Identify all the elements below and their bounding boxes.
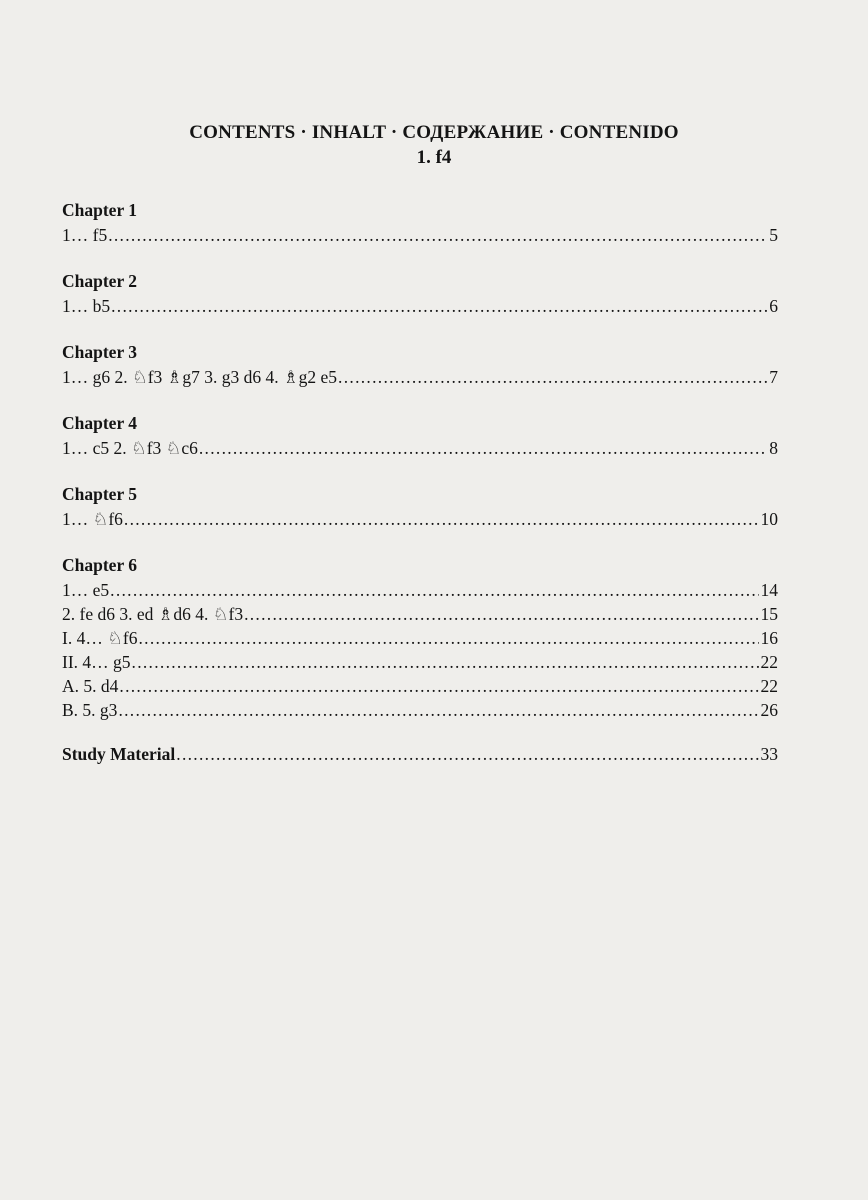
toc-entry-label: II. 4… g5 <box>62 652 131 672</box>
chapter-title: Chapter 1 <box>62 200 138 220</box>
toc-entry-label: B. 5. g3 <box>62 700 118 720</box>
dot-leader <box>176 742 758 766</box>
toc-entry-page: 22 <box>760 652 778 672</box>
dot-leader <box>110 578 758 602</box>
dot-leader <box>119 674 758 698</box>
toc-entry-page: 22 <box>760 676 778 696</box>
toc-entry-label: 1… c5 2. ♘f3 ♘c6 <box>62 438 198 458</box>
toc-entry[interactable] <box>62 626 778 650</box>
toc-entry[interactable] <box>62 365 778 389</box>
toc-entry-label: 1… ♘f6 <box>62 509 123 529</box>
toc-entry-label: 2. fe d6 3. ed ♗d6 4. ♘f3 <box>62 604 244 624</box>
chapter-4 <box>62 411 778 460</box>
toc-entry-label: Study Material <box>62 744 176 764</box>
chapter-6 <box>62 553 778 722</box>
chapter-title: Chapter 2 <box>62 271 138 291</box>
chapter-2 <box>62 269 778 318</box>
toc-entry[interactable] <box>62 223 778 247</box>
page-header <box>0 120 868 170</box>
toc-entry[interactable] <box>62 698 778 722</box>
chapter-1 <box>62 198 778 247</box>
toc-entry-page: 8 <box>769 438 778 458</box>
chapter-title: Chapter 3 <box>62 342 138 362</box>
toc-entry-page: 5 <box>769 225 778 245</box>
page-title: CONTENTS · INHALT · СОДЕРЖАНИЕ · CONTENIDO <box>189 122 679 143</box>
dot-leader <box>108 223 767 247</box>
dot-leader <box>118 698 758 722</box>
toc-entry[interactable] <box>62 602 778 626</box>
toc-entry-page: 7 <box>769 367 778 387</box>
dot-leader <box>132 650 759 674</box>
toc-entry-label: 1… g6 2. ♘f3 ♗g7 3. g3 d6 4. ♗g2 e5 <box>62 367 338 387</box>
toc-entry-label: I. 4… ♘f6 <box>62 628 138 648</box>
toc-entry-page: 15 <box>760 604 778 624</box>
toc-entry[interactable] <box>62 650 778 674</box>
toc-entry-label: 1… b5 <box>62 296 111 316</box>
toc-entry[interactable] <box>62 674 778 698</box>
chapter-title: Chapter 5 <box>62 484 138 504</box>
toc-entry-page: 33 <box>760 744 778 764</box>
toc-entry-study-material[interactable] <box>62 742 778 766</box>
toc-entry-page: 16 <box>760 628 778 648</box>
dot-leader <box>199 436 767 460</box>
dot-leader <box>111 294 767 318</box>
table-of-contents <box>62 198 778 766</box>
chapter-5 <box>62 482 778 531</box>
toc-entry-label: 1… f5 <box>62 225 108 245</box>
toc-entry[interactable] <box>62 294 778 318</box>
toc-entry-label: A. 5. d4 <box>62 676 119 696</box>
dot-leader <box>124 507 759 531</box>
toc-entry[interactable] <box>62 507 778 531</box>
dot-leader <box>138 626 758 650</box>
toc-entry[interactable] <box>62 436 778 460</box>
toc-entry-page: 6 <box>769 296 778 316</box>
toc-entry[interactable] <box>62 578 778 602</box>
chapter-title: Chapter 4 <box>62 413 138 433</box>
dot-leader <box>244 602 758 626</box>
toc-entry-page: 26 <box>760 700 778 720</box>
toc-entry-page: 14 <box>760 580 778 600</box>
toc-entry-page: 10 <box>760 509 778 529</box>
chapter-title: Chapter 6 <box>62 555 138 575</box>
chapter-3 <box>62 340 778 389</box>
page-subtitle: 1. f4 <box>416 147 452 168</box>
dot-leader <box>338 365 767 389</box>
toc-entry-label: 1… e5 <box>62 580 110 600</box>
